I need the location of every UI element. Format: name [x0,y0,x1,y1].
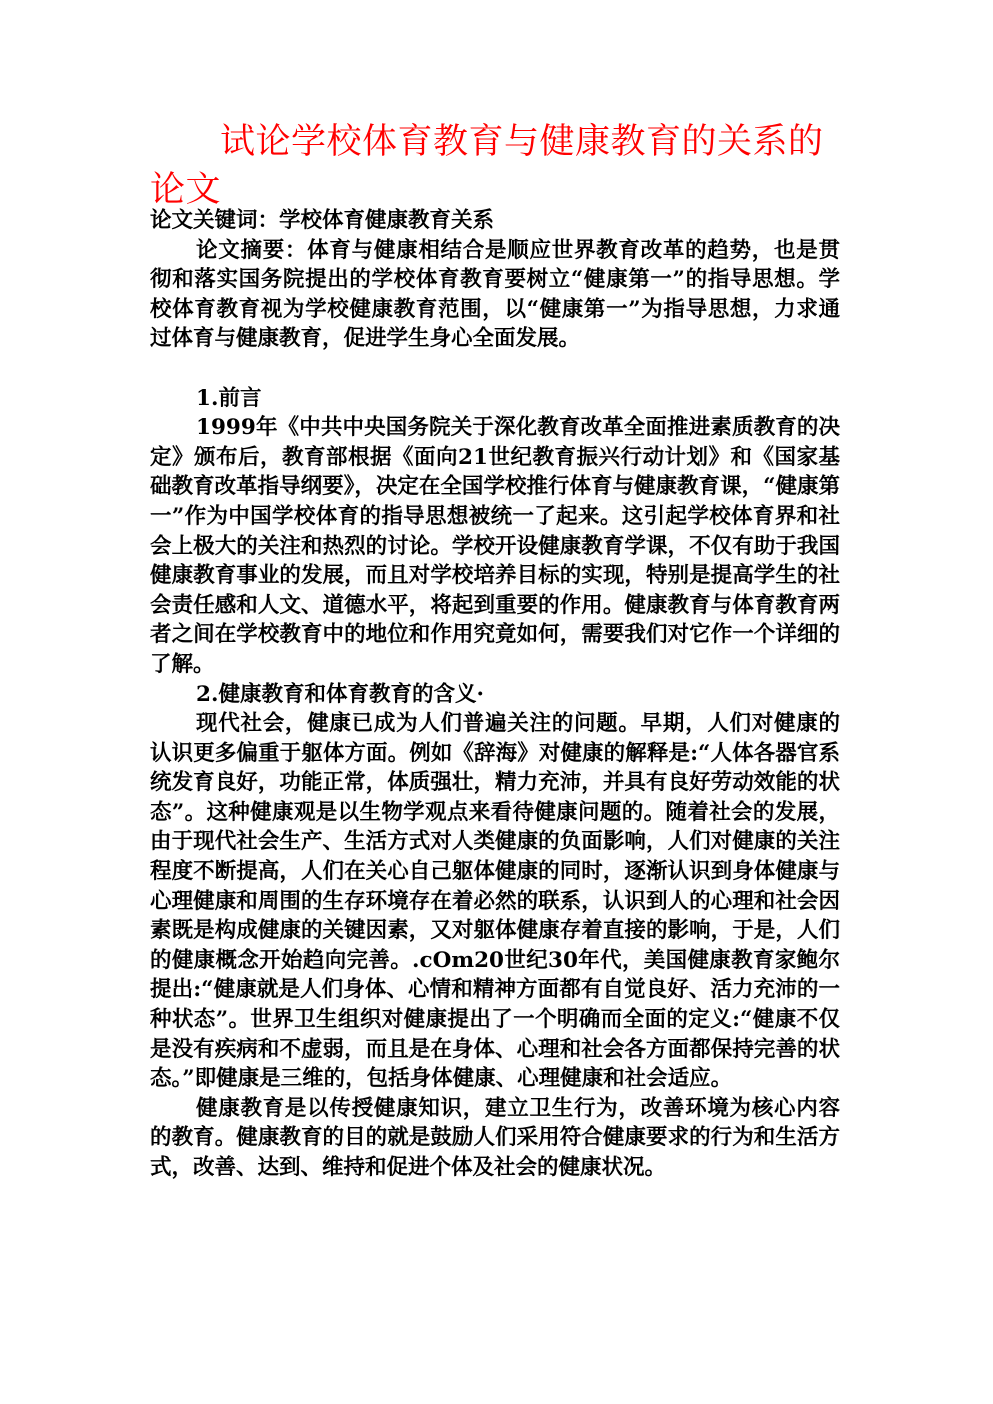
section-2-heading: 2.健康教育和体育教育的含义· [196,681,484,707]
section-2-paragraph-1: 现代社会，健康已成为人们普遍关注的问题。早期，人们对健康的认识更多偏重于躯体方面。例如《辞海》对健康的解释是:“人体各器官系统发育良好，功能正常，体质强壮，精力充沛，并具有良好劳动效能的状态”。这种健康观是以生物学观点来看待健康问题的。随着社会的发展，由于现代社会生产、生活方式对人类健康的负面影响，人们对健康的关注程度不断提高，人们在关心自己躯体健康的同时，逐渐认识到身体健康与心理健康和周围的生存环境存在着必然的联系，认识到人的心理和社会因素既是构成健康的关键因素，又对躯体健康存着直接的影响，于是，人们的健康概念开始趋向完善。.cOm20世纪30年代，美国健康教育家鲍尔提出:“健康就是人们身体、心情和精神方面都有自觉良好、活力充沛的一种状态”。世界卫生组织对健康提出了一个明确而全面的定义:“健康不仅是没有疾病和不虚弱，而且是在身体、心理和社会各方面都保持完善的状态。”即健康是三维的，包括身体健康、心理健康和社会适应。 [150,711,840,1092]
blank-line [150,354,840,384]
section-1-paragraph: 1999年《中共中央国务院关于深化教育改革全面推进素质教育的决定》颁布后，教育部根据《面向21世纪教育振兴行动计划》和《国家基础教育改革指导纲要》，决定在全国学校推行体育与健康教育课，“健康第一”作为中国学校体育的指导思想被统一了起来。这引起学校体育界和社会上极大的关注和热烈的讨论。学校开设健康教育学课，不仅有助于我国健康教育事业的发展，而且对学校培养目标的实现，特别是提高学生的社会责任感和人文、道德水平，将起到重要的作用。健康教育与体育教育两者之间在学校教育中的地位和作用究竟如何，需要我们对它作一个详细的了解。 [150,415,840,677]
section-2-paragraph-2: 健康教育是以传授健康知识，建立卫生行为，改善环境为核心内容的教育。健康教育的目的就是鼓励人们采用符合健康要求的行为和生活方式，改善、达到、维持和促进个体及社会的健康状况。 [150,1095,840,1180]
section-1-heading: 1.前言 [196,385,262,411]
document-title: 试论学校体育教育与健康教育的关系的论文 [150,122,824,210]
abstract-paragraph: 论文摘要：体育与健康相结合是顺应世界教育改革的趋势，也是贯彻和落实国务院提出的学校体育教育要树立“健康第一”的指导思想。学校体育教育视为学校健康教育范围，以“健康第一”为指导思想，力求通过体育与健康教育，促进学生身心全面发展。 [150,237,840,352]
keywords-line: 论文关键词：学校体育健康教育关系 [150,208,495,233]
document-body [150,206,840,1183]
